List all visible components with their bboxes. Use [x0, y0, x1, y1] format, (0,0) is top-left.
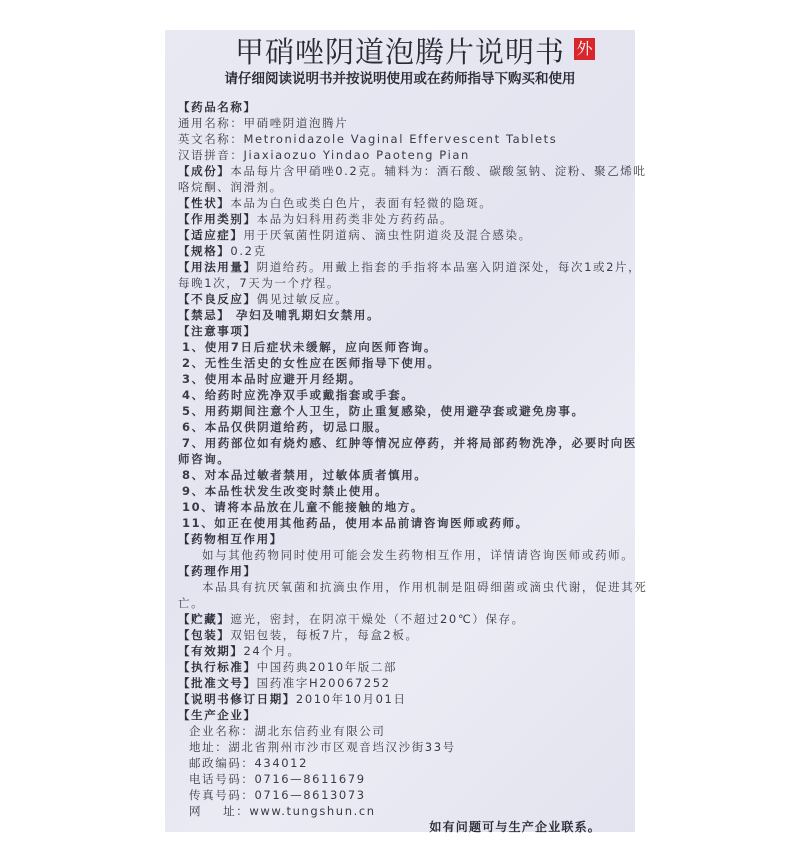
- text-line: [178, 355, 628, 371]
- text-line: [178, 547, 635, 563]
- line-text: 9、本品性状发生改变时禁止使用。: [182, 484, 389, 498]
- line-text: 每晚1次，7天为一个疗程。: [178, 276, 340, 290]
- text-line: [178, 579, 648, 595]
- text-line: [178, 179, 628, 195]
- line-text: 遮光，密封，在阴凉干燥处（不超过20℃）保存。: [230, 612, 525, 626]
- line-text: 双铝包装，每板7片，每盒2板。: [230, 628, 419, 642]
- text-line: [178, 435, 637, 451]
- text-line: [178, 275, 628, 291]
- line-text: 孕妇及哺乳期妇女禁用。: [230, 308, 381, 322]
- section-heading: 【不良反应】: [178, 292, 257, 306]
- line-text: 如与其他药物同时使用可能会发生药物相互作用，详情请咨询医师或药师。: [202, 548, 635, 562]
- line-text: 3、使用本品时应避开月经期。: [182, 372, 362, 386]
- line-text: 本品每片含甲硝唑0.2克。辅料为：酒石酸、碳酸氢钠、淀粉、聚乙烯吡: [230, 164, 647, 178]
- line-text: 网 址：www.tungshun.cn: [189, 804, 376, 818]
- section-line: [178, 99, 628, 115]
- section-heading: 【用法用量】: [178, 260, 257, 274]
- section-heading: 【批准文号】: [178, 676, 257, 690]
- text-line: [178, 787, 628, 803]
- document-subtitle: 请仔细阅读说明书并按说明使用或在药师指导下购买和使用: [224, 71, 576, 87]
- line-text: 亡。: [178, 596, 205, 610]
- section-heading: 【性状】: [178, 196, 231, 210]
- line-text: 2010年10月01日: [295, 692, 407, 706]
- section-line: [178, 227, 628, 243]
- section-heading: 【适应症】: [178, 228, 244, 242]
- section-heading: 【生产企业】: [178, 708, 257, 722]
- text-line: [178, 403, 628, 419]
- line-text: 24个月。: [243, 644, 301, 658]
- leaflet-page: [165, 30, 648, 834]
- text-line: [178, 371, 628, 387]
- text-line: [178, 739, 628, 755]
- text-line: [178, 483, 628, 499]
- section-line: [178, 307, 628, 323]
- text-line: [178, 755, 628, 771]
- external-use-badge: 外: [574, 38, 595, 60]
- line-text: 4、给药时应洗净双手或戴指套或手套。: [182, 388, 415, 402]
- leaflet-body: [178, 99, 648, 819]
- line-text: 6、本品仅供阴道给药，切忌口服。: [182, 420, 389, 434]
- text-line: [178, 387, 628, 403]
- line-text: 地址：湖北省荆州市沙市区观音垱汉沙街33号: [189, 740, 456, 754]
- section-heading: 【药品名称】: [178, 100, 257, 114]
- section-line: [178, 563, 628, 579]
- line-text: 1、使用7日后症状未缓解，应向医师咨询。: [182, 340, 438, 354]
- section-line: [178, 259, 642, 275]
- section-heading: 【执行标准】: [178, 660, 257, 674]
- section-heading: 【贮藏】: [178, 612, 231, 626]
- section-line: [178, 675, 628, 691]
- line-text: 阴道给药。用戴上指套的手指将本品塞入阴道深处，每次1或2片，: [256, 260, 642, 274]
- line-text: 中国药典2010年版二部: [256, 660, 398, 674]
- line-text: 英文名称：Metronidazole Vaginal Effervescent Tablets: [178, 132, 558, 146]
- section-line: [178, 707, 628, 723]
- text-line: [178, 339, 628, 355]
- section-line: [178, 211, 628, 227]
- section-line: [178, 163, 647, 179]
- line-text: 偶见过敏反应。: [256, 292, 349, 306]
- line-text: 邮政编码：434012: [189, 756, 308, 770]
- line-text: 本品为白色或类白色片，表面有轻微的隐斑。: [230, 196, 493, 210]
- section-line: [178, 323, 628, 339]
- section-line: [178, 195, 628, 211]
- line-text: 国药准字H20067252: [256, 676, 391, 690]
- text-line: [178, 771, 628, 787]
- section-heading: 【注意事项】: [178, 324, 257, 338]
- line-text: 企业名称：湖北东信药业有限公司: [189, 724, 386, 738]
- section-line: [178, 291, 628, 307]
- text-line: [178, 419, 628, 435]
- text-line: [178, 803, 628, 819]
- section-line: [178, 627, 628, 643]
- section-line: [178, 243, 628, 259]
- footer-note: 如有问题可与生产企业联系。: [429, 820, 601, 834]
- section-heading: 【药理作用】: [178, 564, 257, 578]
- line-text: 通用名称：甲硝唑阴道泡腾片: [178, 116, 349, 130]
- section-heading: 【包装】: [178, 628, 231, 642]
- section-heading: 【有效期】: [178, 644, 244, 658]
- section-heading: 【成份】: [178, 164, 231, 178]
- section-line: [178, 531, 628, 547]
- section-line: [178, 643, 628, 659]
- section-heading: 【药物相互作用】: [178, 532, 283, 546]
- line-text: 11、如正在使用其他药品，使用本品前请咨询医师或药师。: [182, 516, 529, 530]
- line-text: 10、请将本品放在儿童不能接触的地方。: [182, 500, 424, 514]
- line-text: 5、用药期间注意个人卫生，防止重复感染，使用避孕套或避免房事。: [182, 404, 585, 418]
- text-line: [178, 451, 628, 467]
- section-line: [178, 611, 628, 627]
- section-heading: 【作用类别】: [178, 212, 257, 226]
- text-line: [178, 515, 628, 531]
- line-text: 传真号码：0716—8613073: [189, 788, 366, 802]
- section-line: [178, 691, 628, 707]
- line-text: 咯烷酮、润滑剂。: [178, 180, 283, 194]
- section-heading: 【规格】: [178, 244, 231, 258]
- line-text: 0.2克: [230, 244, 267, 258]
- text-line: [178, 131, 628, 147]
- text-line: [178, 147, 628, 163]
- text-line: [178, 115, 628, 131]
- text-line: [178, 595, 628, 611]
- line-text: 本品具有抗厌氧菌和抗滴虫作用，作用机制是阻碍细菌或滴虫代谢，促进其死: [202, 580, 648, 594]
- text-line: [178, 467, 628, 483]
- line-text: 用于厌氧菌性阴道病、滴虫性阴道炎及混合感染。: [243, 228, 532, 242]
- line-text: 7、用药部位如有烧灼感、红肿等情况应停药，并将局部药物洗净，必要时向医: [182, 436, 637, 450]
- document-title: 甲硝唑阴道泡腾片说明书: [234, 35, 565, 69]
- section-line: [178, 659, 628, 675]
- line-text: 电话号码：0716—8611679: [189, 772, 366, 786]
- line-text: 师咨询。: [178, 452, 231, 466]
- line-text: 2、无性生活史的女性应在医师指导下使用。: [182, 356, 441, 370]
- line-text: 8、对本品过敏者禁用，过敏体质者慎用。: [182, 468, 428, 482]
- line-text: 本品为妇科用药类非处方药药品。: [256, 212, 454, 226]
- text-line: [178, 499, 628, 515]
- section-heading: 【说明书修订日期】: [178, 692, 296, 706]
- line-text: 汉语拼音：Jiaxiaozuo Yindao Paoteng Pian: [178, 148, 470, 162]
- section-heading: 【禁忌】: [178, 308, 231, 322]
- text-line: [178, 723, 628, 739]
